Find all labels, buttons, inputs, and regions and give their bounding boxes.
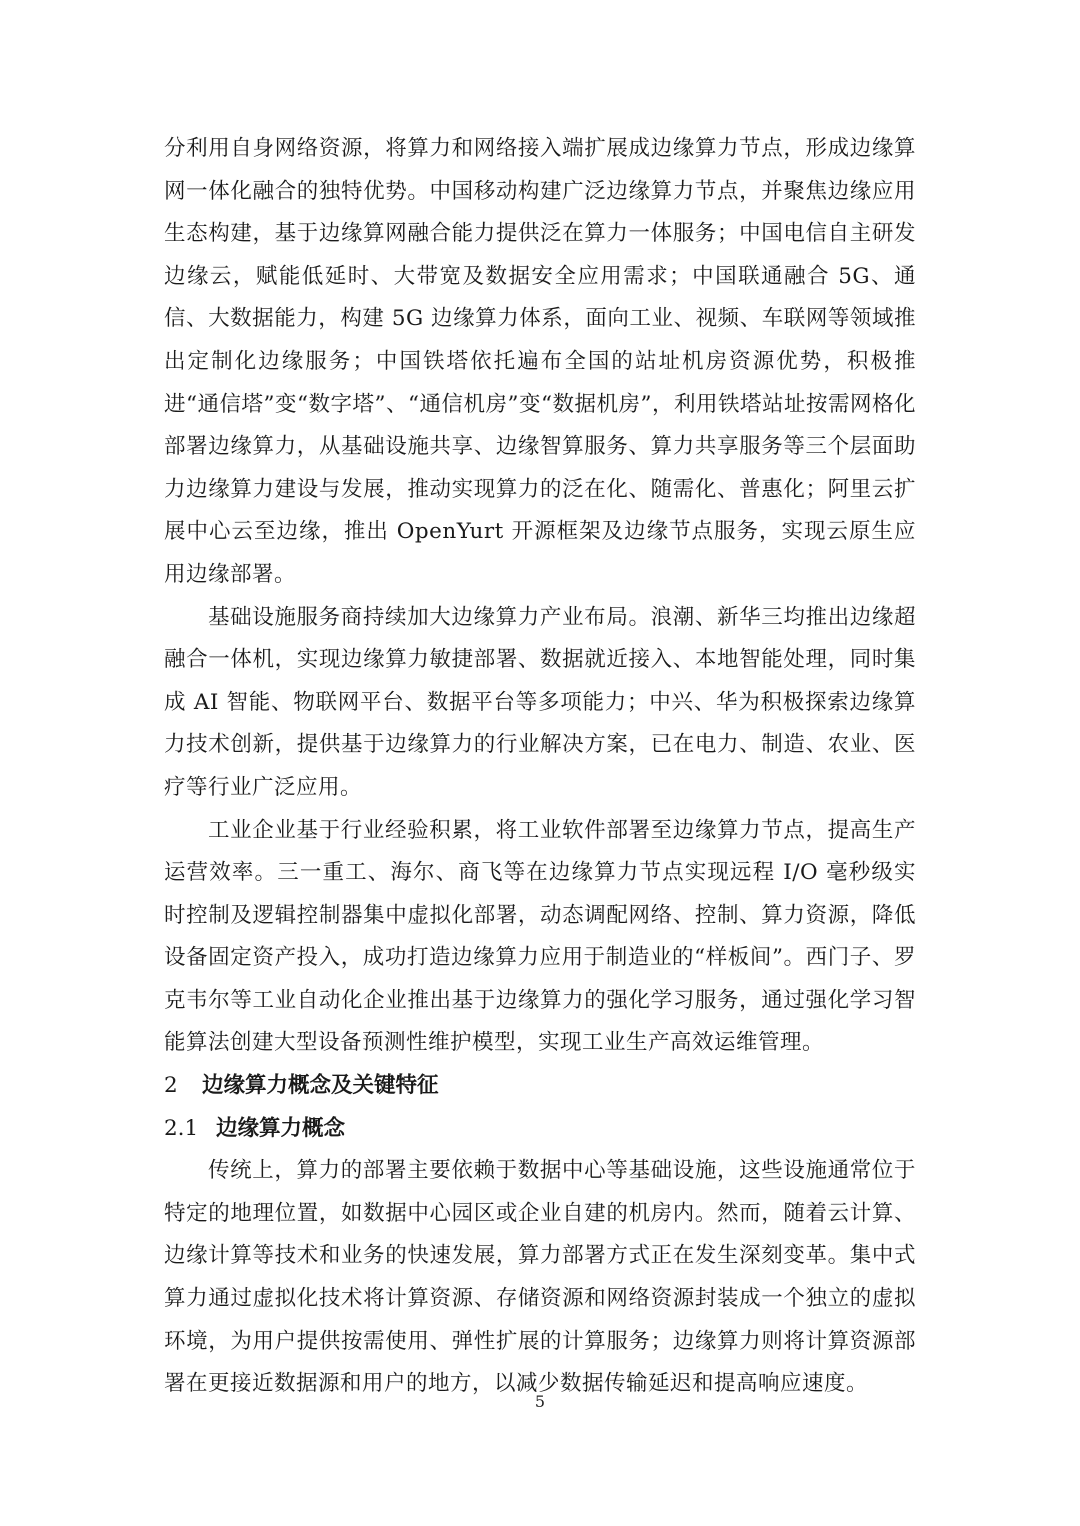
section-title: 边缘算力概念及关键特征 — [202, 1073, 439, 1099]
paragraph-industrial-enterprises: 工业企业基于行业经验积累，将工业软件部署至边缘算力节点，提高生产运营效率。三一重工、海尔、商飞等在边缘算力节点实现远程 I/O 毫秒级实时控制及逻辑控制器集中虚拟化部署，动态调配网络、控制、算力资源，降低设备固定资产投入，成功打造边缘算力应用于制造业的“样板间”。西门子、罗克韦尔等工业自动化企业推出基于边缘算力的强化学习服务，通过强化学习智能算法创建大型设备预测性维护模型，实现工业生产高效运维管理。 — [164, 817, 916, 1056]
page-number: 5 — [534, 1392, 546, 1411]
section-heading — [164, 1065, 916, 1108]
subsection-title: 边缘算力概念 — [216, 1115, 346, 1141]
subsection-heading — [164, 1108, 916, 1151]
paragraph-infrastructure-providers: 基础设施服务商持续加大边缘算力产业布局。浪潮、新华三均推出边缘超融合一体机，实现边缘算力敏捷部署、数据就近接入、本地智能处理，同时集成 AI 智能、物联网平台、数据平台等多项能力；中兴、华为积极探索边缘算力技术创新，提供基于边缘算力的行业解决方案，已在电力、制造、农业、医疗等行业广泛应用。 — [164, 604, 916, 800]
subsection-number: 2.1 — [164, 1115, 199, 1141]
page-body — [164, 128, 916, 1406]
paragraph-operators-continued: 分利用自身网络资源，将算力和网络接入端扩展成边缘算力节点，形成边缘算网一体化融合的独特优势。中国移动构建广泛边缘算力节点，并聚焦边缘应用生态构建，基于边缘算网融合能力提供泛在算力一体服务；中国电信自主研发边缘云，赋能低延时、大带宽及数据安全应用需求；中国联通融合 5G、通信、大数据能力，构建 5G 边缘算力体系，面向工业、视频、车联网等领域推出定制化边缘服务；中国铁塔依托遍布全国的站址机房资源优势，积极推进“通信塔”变“数字塔”、“通信机房”变“数据机房”，利用铁塔站址按需网格化部署边缘算力，从基础设施共享、边缘智算服务、算力共享服务等三个层面助力边缘算力建设与发展，推动实现算力的泛在化、随需化、普惠化；阿里云扩展中心云至边缘，推出 OpenYurt 开源框架及边缘节点服务，实现云原生应用边缘部署。 — [164, 136, 916, 587]
section-number: 2 — [164, 1073, 178, 1099]
paragraph-edge-computing-concept: 传统上，算力的部署主要依赖于数据中心等基础设施，这些设施通常位于特定的地理位置，如数据中心园区或企业自建的机房内。然而，随着云计算、边缘计算等技术和业务的快速发展，算力部署方式正在发生深刻变革。集中式算力通过虚拟化技术将计算资源、存储资源和网络资源封装成一个独立的虚拟环境，为用户提供按需使用、弹性扩展的计算服务；边缘算力则将计算资源部署在更接近数据源和用户的地方，以减少数据传输延迟和提高响应速度。 — [164, 1158, 916, 1397]
